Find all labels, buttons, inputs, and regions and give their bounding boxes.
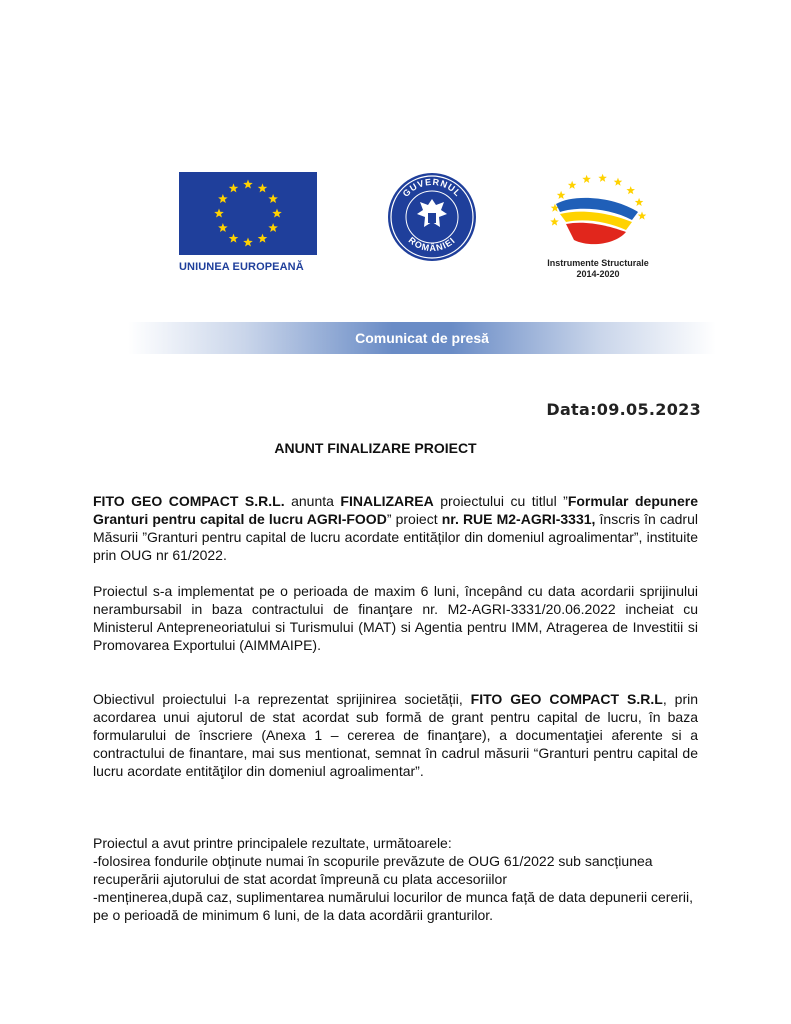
paragraph-results xyxy=(93,834,698,924)
results-intro: Proiectul a avut printre principalele rezultate, următoarele: xyxy=(93,835,452,851)
is-caption-line2: 2014-2020 xyxy=(576,269,620,279)
date: Data:09.05.2023 xyxy=(546,400,701,419)
star-icon xyxy=(550,217,559,225)
text-fragment: , prin acordarea unui ajutorul de stat acordat sub formă de grant pentru capital de lucru, în baza formularului de înscriere (Anexa 1 – cererea de finanţare), a documentaţiei aferente si a contractului de finantare, mai sus mentionat, semnat în cadrul măsurii “Granturi pentru capital de lucru acordate entităţilor din domeniul agroalimentar”. xyxy=(93,691,699,779)
star-icon xyxy=(214,209,224,218)
star-icon xyxy=(268,223,278,232)
result-item: -menținerea,după caz, suplimentarea numărului locurilor de munca față de data depunerii cererii, pe o perioadă de minimum 6 luni, de la data acordării granturilor. xyxy=(93,889,693,923)
company-name: FITO GEO COMPACT S.R.L. xyxy=(93,493,285,509)
text-fragment: Obiectivul proiectului l-a reprezentat sprijinirea societății, xyxy=(93,691,471,707)
star-icon xyxy=(243,180,253,189)
star-icon xyxy=(272,209,282,218)
star-icon xyxy=(218,223,228,232)
press-release-banner xyxy=(128,322,716,354)
gov-text-top: GUVERNUL xyxy=(400,176,464,199)
page-title: ANUNT FINALIZARE PROIECT xyxy=(274,440,477,456)
project-number: nr. RUE M2-AGRI-3331, xyxy=(441,511,596,527)
star-icon xyxy=(258,183,268,192)
eu-logo xyxy=(179,172,317,273)
gov-text-bottom: ROMÂNIEI xyxy=(406,235,458,254)
star-icon xyxy=(218,194,228,203)
star-icon xyxy=(635,198,644,206)
banner-title: Comunicat de presă xyxy=(355,330,489,346)
eu-caption: UNIUNEA EUROPEANĂ xyxy=(179,261,304,273)
star-icon xyxy=(258,234,268,243)
government-seal-icon xyxy=(386,171,478,263)
star-icon xyxy=(557,191,566,199)
star-icon xyxy=(568,181,577,189)
project-title: Formular depunere Granturi pentru capital de lucru AGRI-FOOD xyxy=(93,493,698,527)
star-icon xyxy=(229,234,239,243)
star-icon xyxy=(229,183,239,192)
structural-instruments-caption xyxy=(528,258,668,280)
text-fragment: ” proiect xyxy=(386,511,442,527)
text-fragment: înscris în cadrul Măsurii ”Granturi pentru capital de lucru acordate entităților din domeniul agroalimentar”, instituite prin OUG nr 61/2022. xyxy=(93,511,698,563)
star-icon xyxy=(626,186,635,194)
text-finalizarea: FINALIZAREA xyxy=(340,493,434,509)
star-icon xyxy=(598,174,607,182)
is-caption-line1: Instrumente Structurale xyxy=(547,258,649,268)
text-fragment: anunta xyxy=(284,493,341,509)
star-icon xyxy=(614,178,623,186)
company-name: FITO GEO COMPACT S.R.L xyxy=(470,691,663,707)
star-icon xyxy=(582,175,591,183)
eu-flag-icon xyxy=(179,172,317,255)
paragraph-implementation: Proiectul s-a implementat pe o perioada de maxim 6 luni, începând cu data acordarii sprijinului nerambursabil in baza contractului de finanţare nr. M2-AGRI-3331/20.06.2022 incheiat cu Ministerul Antepreneoriatului si Turismului (MAT) si Agentia pentru IMM, Atragerea de Investitii si Promovarea Exportului (AIMMAIPE). xyxy=(93,583,698,653)
result-item: -folosirea fondurile obținute numai în scopurile prevăzute de OUG 61/2022 sub sancțiunea recuperării ajutorului de stat acordat împreună cu plata accesoriilor xyxy=(93,853,653,887)
paragraph-objective xyxy=(93,690,698,780)
star-icon xyxy=(268,194,278,203)
star-icon xyxy=(243,238,253,247)
paragraph-intro xyxy=(93,492,698,564)
structural-instruments-logo xyxy=(528,172,668,263)
star-icon xyxy=(638,212,647,220)
text-fragment: proiectului cu titlul ” xyxy=(433,493,568,509)
